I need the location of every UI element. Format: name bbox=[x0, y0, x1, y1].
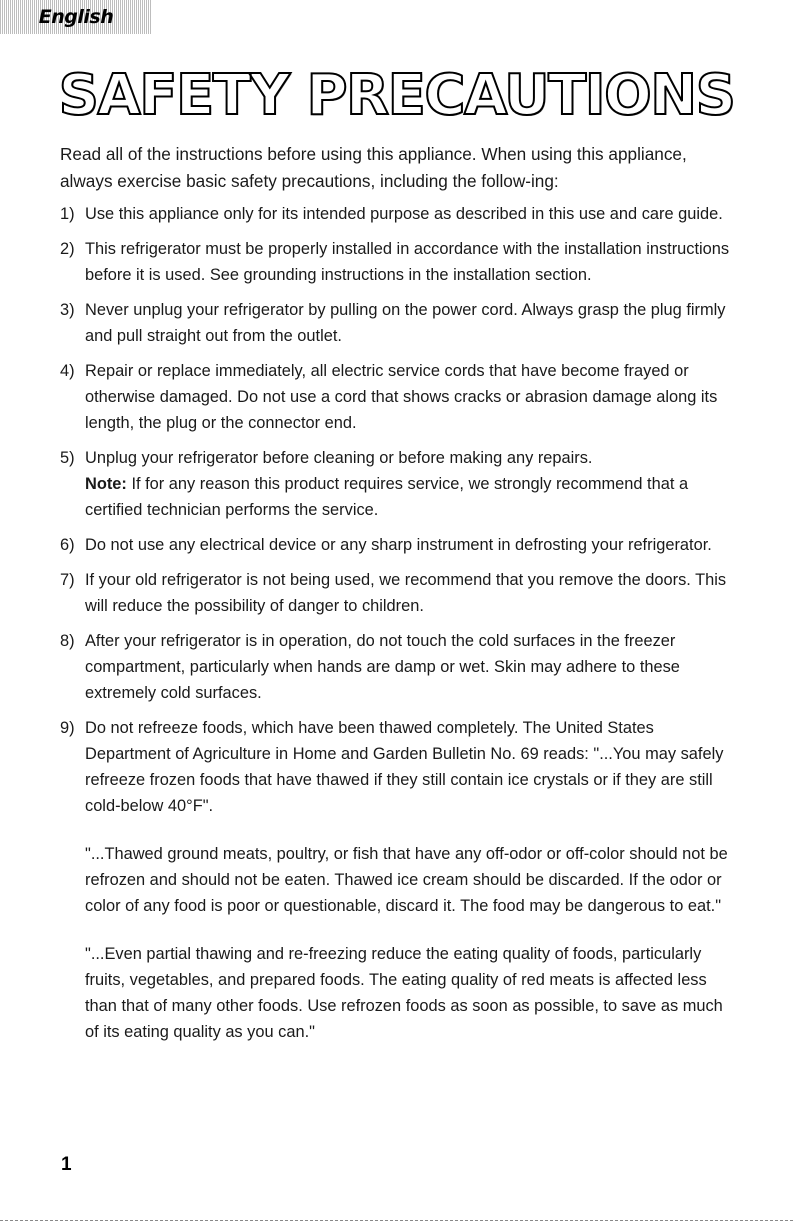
item-number: 4) bbox=[60, 362, 75, 380]
item-number: 9) bbox=[60, 719, 75, 737]
item-number: 3) bbox=[60, 301, 75, 319]
language-tab-label: English bbox=[38, 6, 114, 28]
note-label: Note: bbox=[85, 475, 127, 493]
item-number: 7) bbox=[60, 571, 75, 589]
item-text: Unplug your refrigerator before cleaning or before making any repairs. bbox=[85, 449, 593, 467]
list-item bbox=[60, 358, 740, 436]
list-item bbox=[60, 532, 740, 558]
item-text: If your old refrigerator is not being used, we recommend that you remove the doors. This will reduce the possibility of danger to children. bbox=[85, 571, 727, 615]
item-number: 2) bbox=[60, 240, 75, 258]
item-number: 8) bbox=[60, 632, 75, 650]
precautions-list bbox=[60, 201, 740, 1045]
list-item bbox=[60, 628, 740, 706]
item-text: Repair or replace immediately, all electric service cords that have become frayed or otherwise damaged. Do not use a cord that shows cracks or abrasion damage along its length, the plug or the connector end. bbox=[85, 362, 718, 432]
item-text: Never unplug your refrigerator by pulling on the power cord. Always grasp the plug firmly and pull straight out from the outlet. bbox=[85, 301, 726, 345]
page-number: 1 bbox=[61, 1154, 72, 1175]
note-text: If for any reason this product requires service, we strongly recommend that a certified technician performs the service. bbox=[85, 475, 689, 519]
item-number: 6) bbox=[60, 536, 75, 554]
list-item bbox=[60, 715, 740, 1045]
list-item bbox=[60, 567, 740, 619]
document-body bbox=[60, 141, 740, 1054]
language-tab bbox=[0, 0, 152, 34]
list-item bbox=[60, 201, 740, 227]
item-number: 5) bbox=[60, 449, 75, 467]
list-item bbox=[60, 297, 740, 349]
list-item bbox=[60, 445, 740, 523]
item-number: 1) bbox=[60, 205, 75, 223]
item-text: This refrigerator must be properly installed in accordance with the installation instructions before it is used. See grounding instructions in the installation section. bbox=[85, 240, 730, 284]
list-item bbox=[60, 236, 740, 288]
bottom-divider bbox=[0, 1220, 793, 1221]
item-text: After your refrigerator is in operation, do not touch the cold surfaces in the freezer compartment, particularly when hands are damp or wet. Skin may adhere to these extremely cold surfaces. bbox=[85, 632, 680, 702]
item-text: Do not refreeze foods, which have been thawed completely. The United States Department of Agriculture in Home and Garden Bulletin No. 69 reads: "...You may safely refreeze frozen foods that have thawed if they still contain ice crystals or if they are still cold-below 40°F". bbox=[85, 719, 724, 815]
intro-paragraph: Read all of the instructions before using this appliance. When using this appliance, always exercise basic safety precautions, including the follow-ing: bbox=[60, 144, 687, 191]
page-title: SAFETY PRECAUTIONS bbox=[58, 63, 735, 128]
quote-paragraph: "...Thawed ground meats, poultry, or fish that have any off-odor or off-color should not be refrozen and should not be eaten. Thawed ice cream should be discarded. If the odor or color of any food is poor or questionable, discard it. The food may be dangerous to eat." bbox=[85, 845, 728, 915]
item-text: Do not use any electrical device or any sharp instrument in defrosting your refrigerator. bbox=[85, 536, 712, 554]
item-text: Use this appliance only for its intended purpose as described in this use and care guide. bbox=[85, 205, 723, 223]
quote-paragraph: "...Even partial thawing and re-freezing reduce the eating quality of foods, particularly fruits, vegetables, and prepared foods. The eating quality of red meats is affected less than that of many other foods. Use refrozen foods as soon as possible, to save as much of its eating quality as you can." bbox=[85, 945, 723, 1041]
